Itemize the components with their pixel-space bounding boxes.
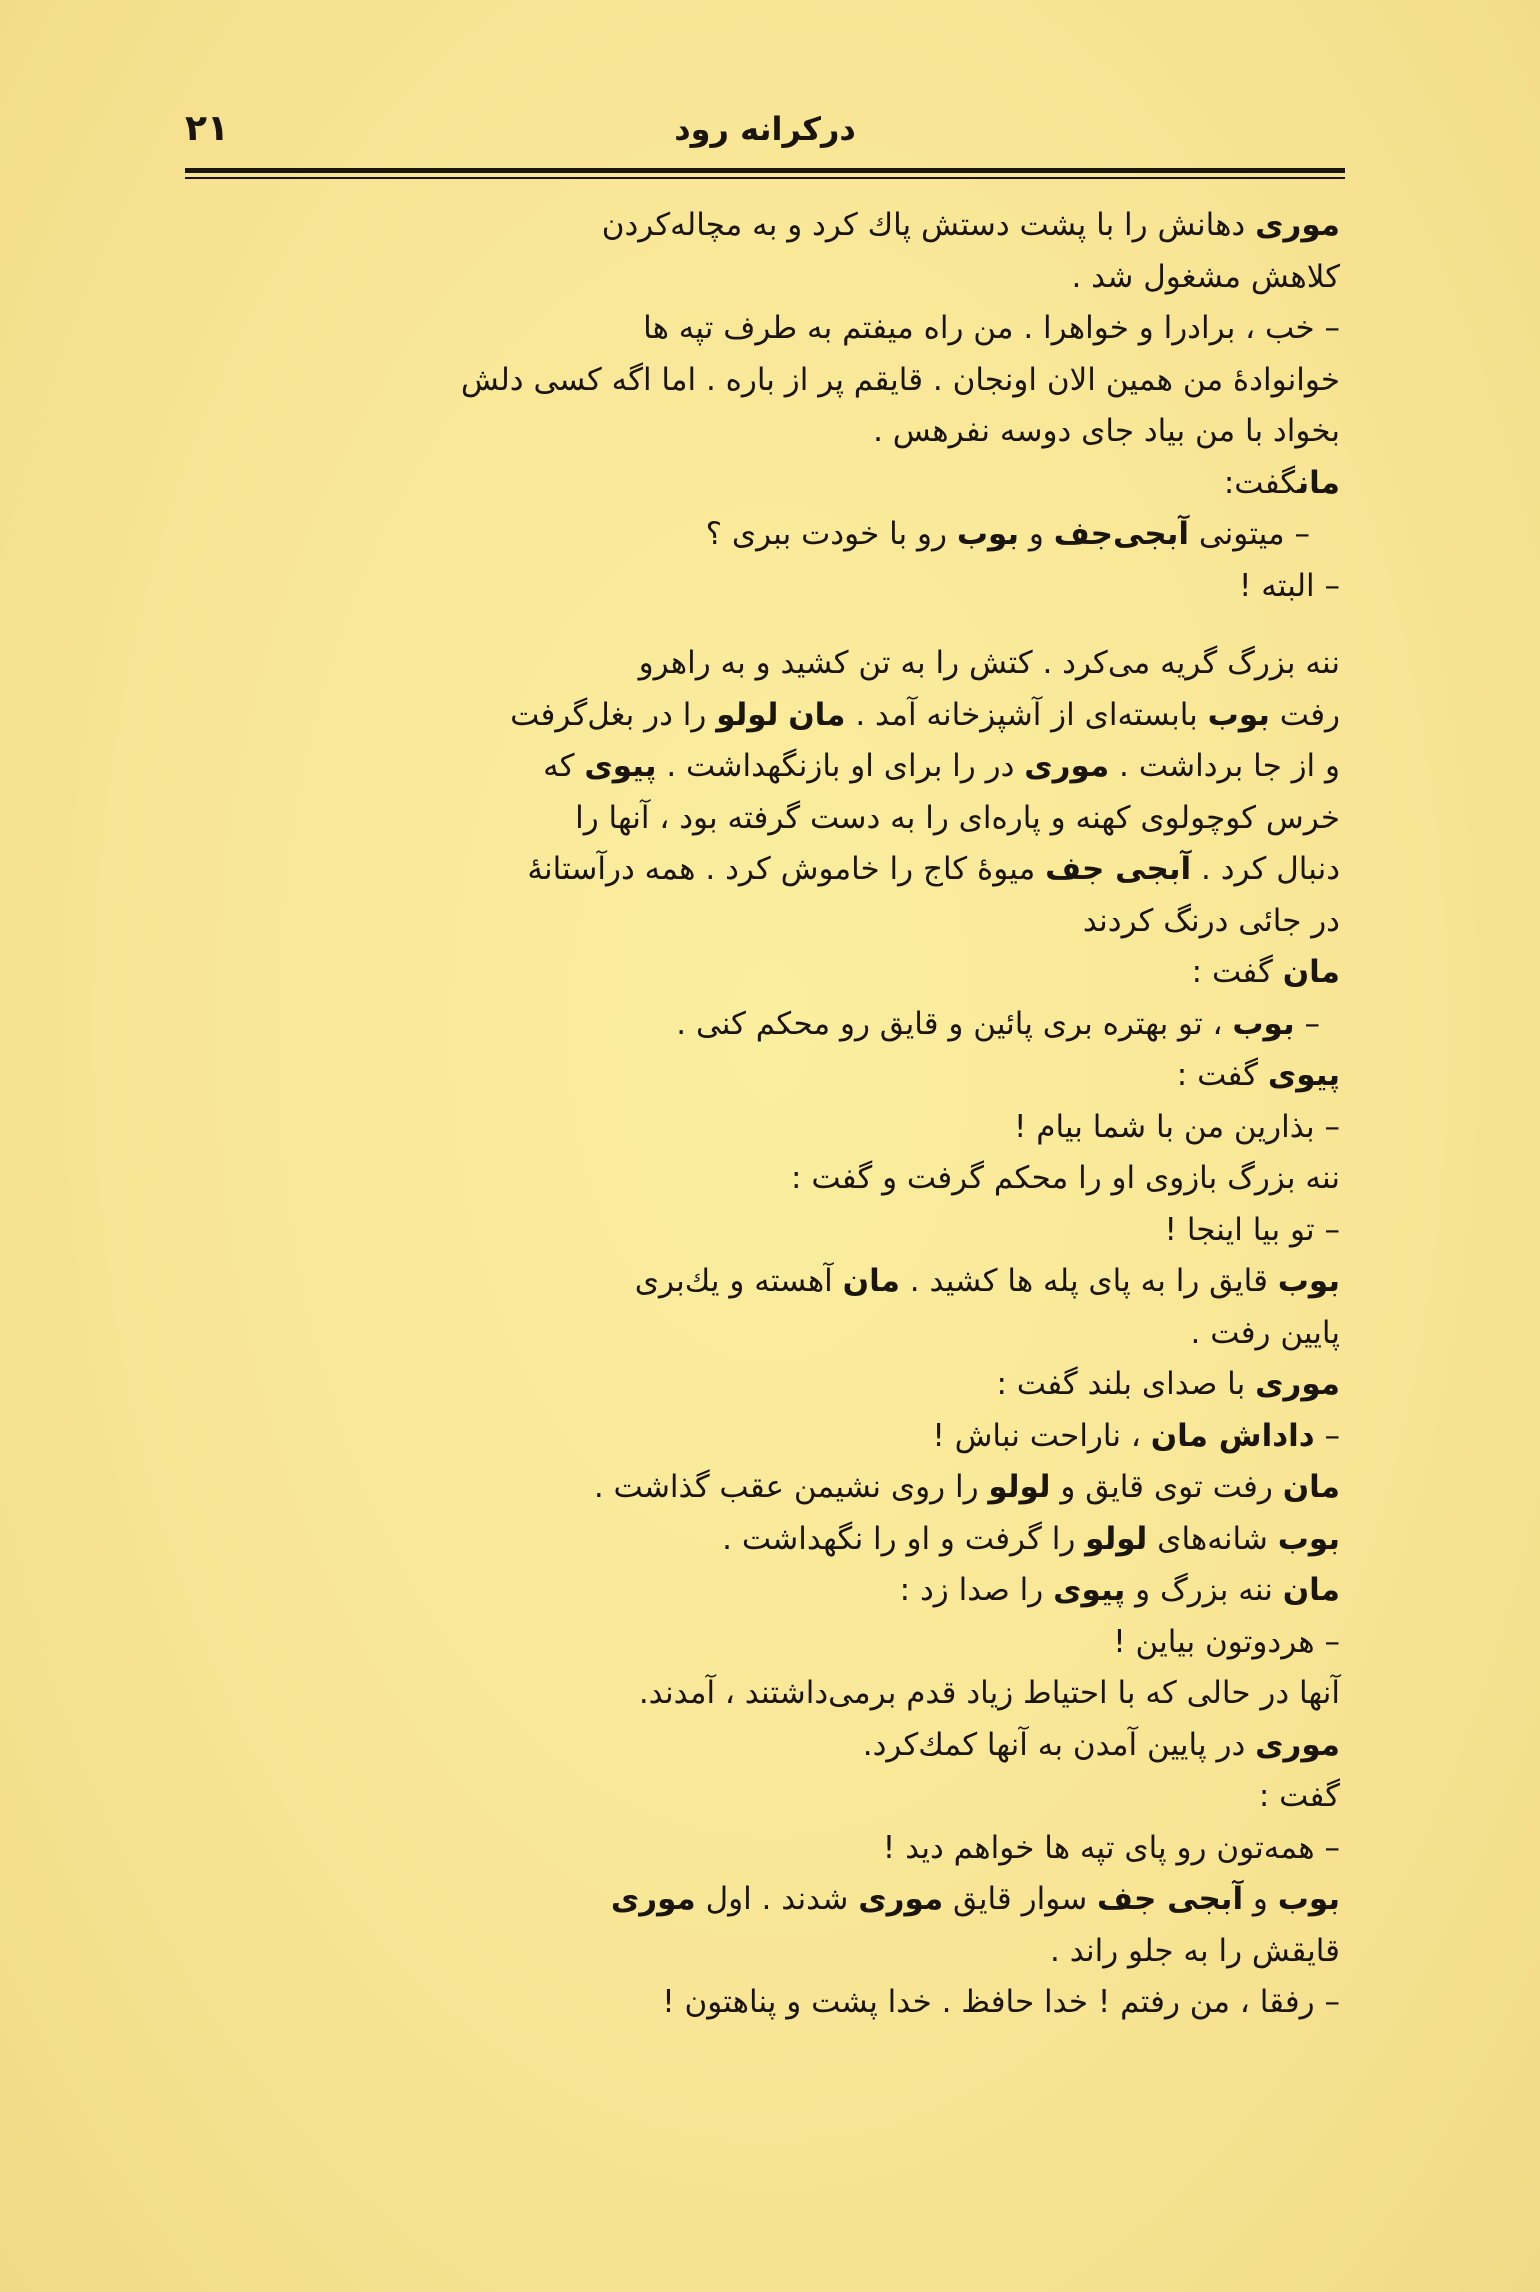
text-run: – [1294, 1005, 1320, 1042]
text-run: ، ناراحت نباش ! [932, 1417, 1151, 1454]
character-name: پیوی [584, 748, 657, 784]
page-number: ۲۱ [185, 108, 229, 149]
text-line [165, 793, 1340, 845]
character-name: موری [1255, 207, 1340, 243]
text-run: آنها در حالی كه با احتیاط زیاد قدم برمی‌داشتند ، آمدند. [638, 1675, 1340, 1711]
text-line [165, 1462, 1340, 1514]
text-run: – همه‌تون رو پای تپه ها خواهم دید ! [882, 1829, 1340, 1866]
text-run: در پایین آمدن به آنها كمك‌كرد. [862, 1726, 1256, 1763]
text-run: و از جا برداشت . [1109, 748, 1340, 784]
character-name: بوب [1277, 1520, 1340, 1557]
header-rule-thick [185, 168, 1345, 173]
text-run [778, 697, 788, 733]
text-line [165, 1668, 1340, 1720]
text-line [165, 1205, 1340, 1257]
text-run: میوهٔ كاج را خاموش كرد . همه درآستانهٔ [527, 851, 1046, 887]
text-run: – خب ، برادرا و خواهرا . من راه میفتم به طرف تپه ها [643, 310, 1340, 346]
text-run: و [1243, 1881, 1278, 1917]
character-name: بوب [1232, 1005, 1295, 1042]
text-run: ، تو بهتره بری پائین و قایق رو محكم كنی . [676, 1005, 1233, 1042]
text-line [165, 1359, 1340, 1411]
character-name: آبجی جف [1045, 851, 1192, 887]
text-line [165, 1565, 1340, 1617]
character-name: بوب [1277, 1881, 1340, 1917]
text-run: در جائی درنگ كردند [1082, 902, 1340, 939]
text-run: – [1314, 1417, 1340, 1454]
text-run: رفت [1269, 696, 1340, 733]
character-name: آبجی جف [1097, 1881, 1244, 1917]
text-run: را در بغل‌گرفت [510, 696, 717, 733]
text-run: و [1019, 516, 1054, 552]
character-name: مان [788, 696, 846, 733]
text-run: – هردوتون بیاین ! [1113, 1623, 1340, 1660]
character-name: مان [1282, 954, 1340, 990]
text-line [165, 355, 1340, 407]
text-line [165, 303, 1340, 355]
text-line [165, 1050, 1340, 1102]
running-title: درکرانه رود [674, 110, 856, 148]
text-run: – رفقا ، من رفتم ! خدا حافظ . خدا پشت و پناهتون ! [662, 1984, 1340, 2020]
character-name: بوب [1207, 696, 1270, 733]
text-run: گفت : [1191, 954, 1283, 990]
text-run: سوار قایق [943, 1881, 1098, 1917]
text-line [165, 1874, 1340, 1926]
text-line [165, 1102, 1340, 1154]
text-run: – میتونی [1188, 516, 1310, 552]
character-name: موری [610, 1881, 696, 1917]
text-run: با صدای بلند گفت : [996, 1366, 1256, 1402]
page-header [185, 100, 1345, 170]
text-line [165, 690, 1340, 742]
text-run: خرس كوچولوی كهنه و پاره‌ای را به دست گرفته بود ، آنها را [575, 799, 1340, 836]
text-run: را صدا زد : [899, 1572, 1054, 1608]
character-name: مان [842, 1263, 900, 1299]
text-run: را گرفت و او را نگهداشت . [722, 1520, 1086, 1557]
body-text [165, 200, 1340, 2029]
text-run: كه [543, 748, 585, 784]
text-run: بخواد با من بیاد جای دوسه نفرهس . [873, 413, 1340, 449]
text-line [165, 1411, 1340, 1463]
character-name: لولو [1085, 1520, 1148, 1557]
text-line [165, 638, 1340, 690]
character-name: بوب [956, 516, 1020, 552]
text-run: قایق را به پای پله ها كشید . [899, 1263, 1278, 1299]
text-run: گفت : [1258, 1778, 1340, 1814]
text-run: – البته ! [1238, 567, 1340, 604]
text-run: – بذارین من با شما بیام ! [1014, 1108, 1340, 1145]
text-line [165, 741, 1340, 793]
text-line [165, 1823, 1340, 1875]
text-run: شدند . اول [695, 1881, 859, 1917]
text-run: گفت: [1223, 464, 1298, 501]
character-name: موری [1255, 1726, 1340, 1763]
text-run: در را برای او بازنگهداشت . [656, 748, 1025, 784]
character-name: مان [1297, 464, 1340, 501]
text-line [165, 509, 1340, 561]
text-line [165, 1926, 1340, 1978]
text-run: ننه بزرگ بازوی او را محكم گرفت و گفت : [791, 1160, 1340, 1196]
text-run: ننه بزرگ گریه می‌كرد . كتش را به تن كشید و به راهرو [638, 645, 1340, 681]
character-name: موری [858, 1881, 944, 1917]
text-run: – تو بیا اینجا ! [1164, 1211, 1340, 1248]
character-name: موری [1255, 1366, 1340, 1402]
text-line [165, 1308, 1340, 1360]
text-line [165, 406, 1340, 458]
text-run: پایین رفت . [1190, 1314, 1340, 1351]
character-name: لولو [988, 1469, 1051, 1505]
character-name: آبجی‌جف [1053, 516, 1189, 552]
text-line [165, 896, 1340, 948]
text-run: آهسته و یك‌بری [634, 1263, 843, 1299]
text-run: رفت توی قایق و [1050, 1469, 1283, 1505]
text-run: دنبال كرد . [1191, 851, 1340, 887]
text-line [165, 1153, 1340, 1205]
text-line [165, 1977, 1340, 2029]
text-run: ننه بزرگ و [1125, 1572, 1283, 1608]
character-name: داداش مان [1150, 1417, 1315, 1454]
text-run: دهانش را با پشت دستش پاك كرد و به مچاله‌كردن [601, 207, 1256, 243]
text-line [165, 561, 1340, 613]
text-run: شانه‌های [1147, 1520, 1278, 1557]
text-line [165, 1720, 1340, 1772]
character-name: پیوی [1267, 1057, 1340, 1093]
text-line [165, 1617, 1340, 1669]
character-name: موری [1024, 748, 1110, 784]
header-rule-thin [185, 177, 1345, 179]
text-line [165, 252, 1340, 304]
character-name: لولو [716, 696, 779, 733]
character-name: بوب [1277, 1263, 1340, 1299]
character-name: پیوی [1053, 1572, 1126, 1608]
paragraph-gap [165, 612, 1340, 638]
text-line [165, 999, 1340, 1051]
text-line [165, 1256, 1340, 1308]
text-run: قایقش را به جلو راند . [1050, 1932, 1340, 1969]
character-name: مان [1282, 1469, 1340, 1505]
text-line [165, 947, 1340, 999]
text-line [165, 1514, 1340, 1566]
text-run: بابسته‌ای از آشپزخانه آمد . [845, 696, 1208, 733]
text-line [165, 1771, 1340, 1823]
text-run: رو با خودت ببری ؟ [705, 516, 957, 552]
text-line [165, 458, 1340, 510]
text-line [165, 844, 1340, 896]
text-run: را روی نشیمن عقب گذاشت . [593, 1469, 989, 1505]
text-line [165, 200, 1340, 252]
text-run: خوانوادهٔ من همین الان اونجان . قایقم پر از باره . اما اگه كسی دلش [460, 361, 1340, 398]
text-run: گفت : [1176, 1057, 1268, 1093]
text-run: كلاهش مشغول شد . [1071, 258, 1340, 295]
character-name: مان [1282, 1572, 1340, 1608]
